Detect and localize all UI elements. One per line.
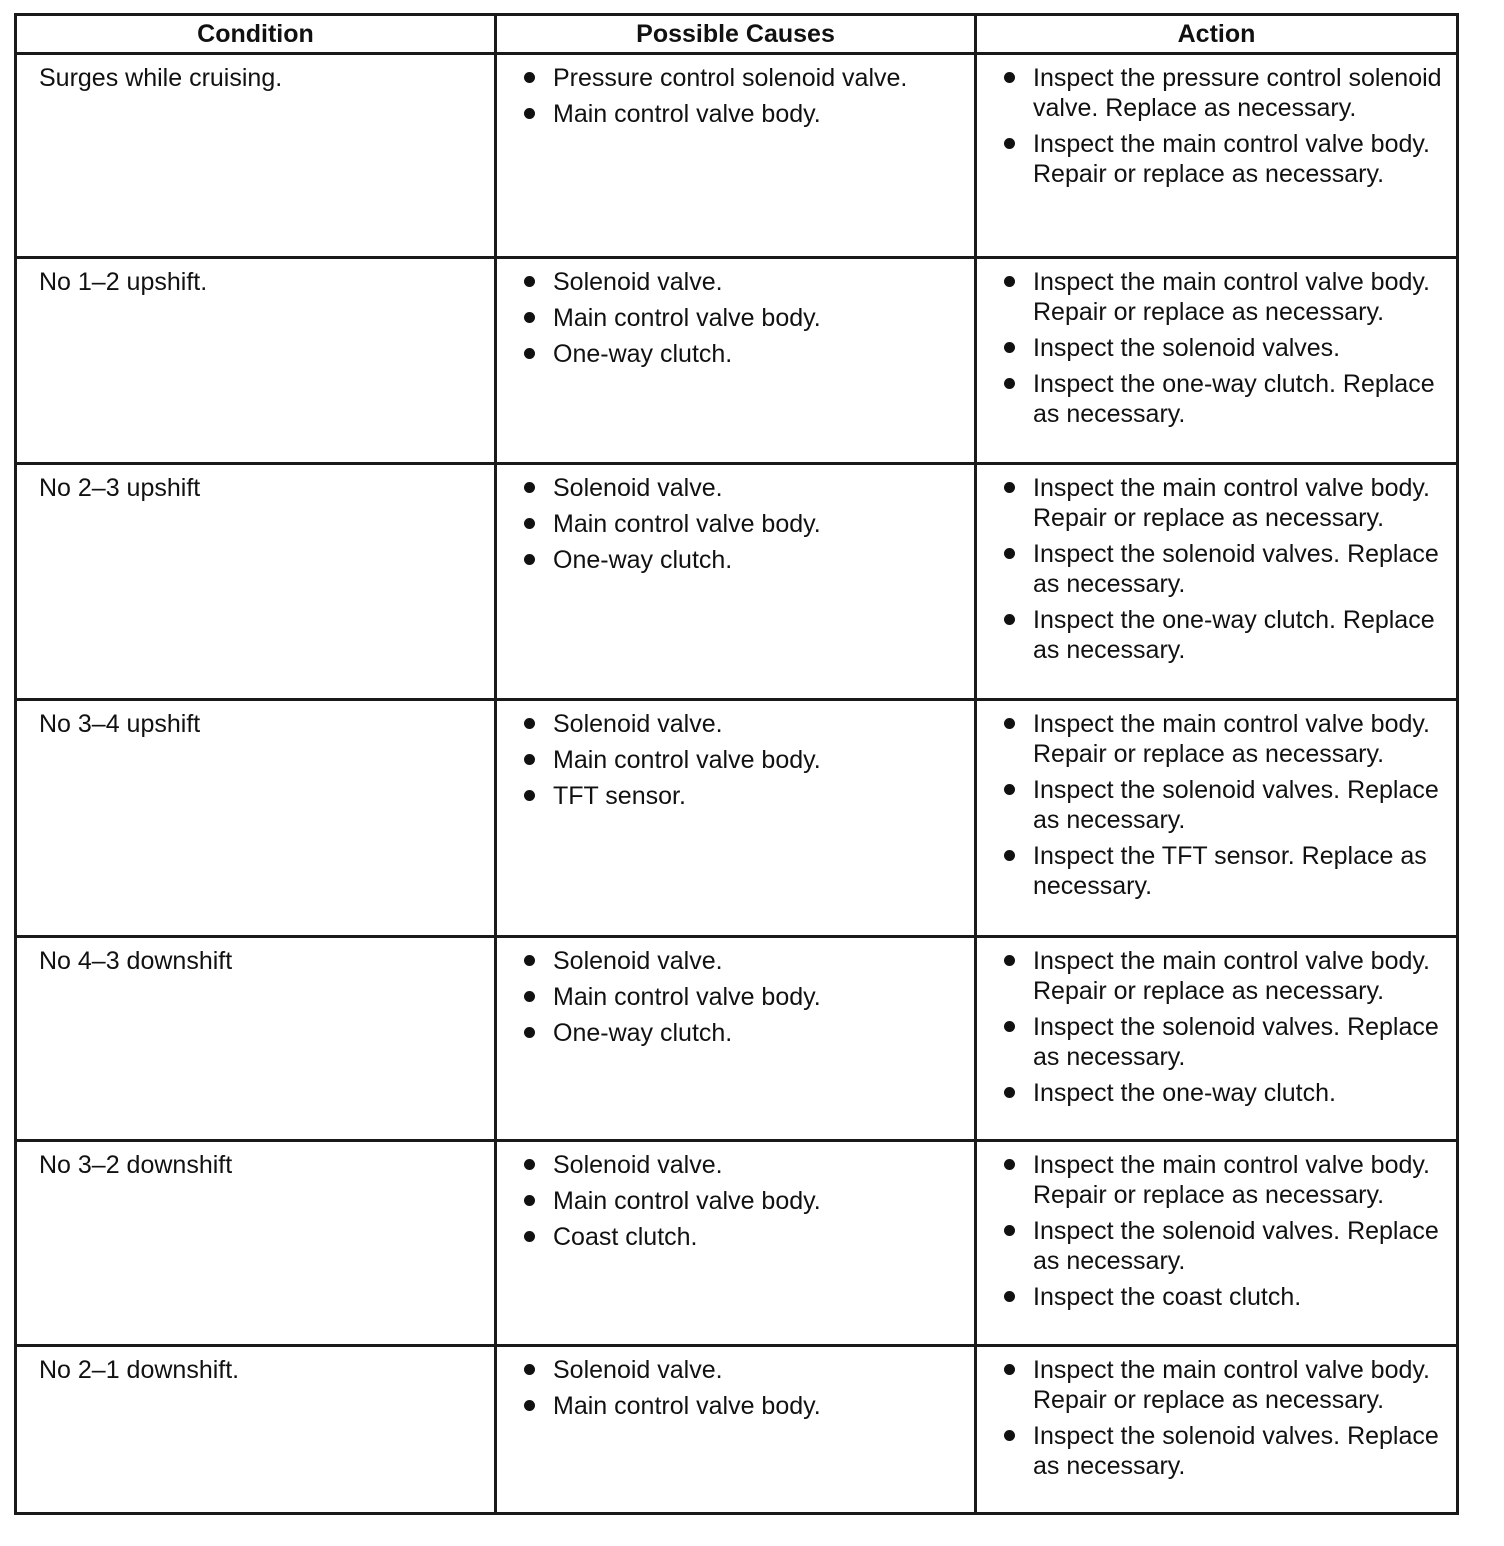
causes-list xyxy=(519,1355,964,1421)
action-item: Inspect the main control valve body. Repair or replace as necessary. xyxy=(999,946,1446,1006)
causes-cell xyxy=(496,937,976,1141)
actions-cell xyxy=(976,1141,1458,1346)
causes-list xyxy=(519,473,964,575)
table-row xyxy=(16,937,1458,1141)
cause-item: TFT sensor. xyxy=(519,781,964,811)
diagnosis-table xyxy=(14,13,1459,1515)
cause-item: Main control valve body. xyxy=(519,303,964,333)
table-header xyxy=(16,15,1458,54)
action-item: Inspect the solenoid valves. xyxy=(999,333,1446,363)
action-item: Inspect the main control valve body. Repair or replace as necessary. xyxy=(999,709,1446,769)
header-row xyxy=(16,15,1458,54)
causes-list xyxy=(519,946,964,1048)
cause-item: One-way clutch. xyxy=(519,1018,964,1048)
action-item: Inspect the solenoid valves. Replace as necessary. xyxy=(999,1012,1446,1072)
table-row xyxy=(16,258,1458,464)
actions-cell xyxy=(976,258,1458,464)
condition-cell: No 3–4 upshift xyxy=(16,700,496,937)
causes-cell xyxy=(496,258,976,464)
action-item: Inspect the main control valve body. Repair or replace as necessary. xyxy=(999,267,1446,327)
cause-item: Coast clutch. xyxy=(519,1222,964,1252)
header-condition: Condition xyxy=(16,15,496,54)
causes-list xyxy=(519,63,964,129)
actions-list xyxy=(999,267,1446,429)
cause-item: One-way clutch. xyxy=(519,545,964,575)
condition-cell: No 3–2 downshift xyxy=(16,1141,496,1346)
action-item: Inspect the main control valve body. Repair or replace as necessary. xyxy=(999,129,1446,189)
action-item: Inspect the coast clutch. xyxy=(999,1282,1446,1312)
cause-item: One-way clutch. xyxy=(519,339,964,369)
condition-cell: No 2–1 downshift. xyxy=(16,1346,496,1514)
cause-item: Main control valve body. xyxy=(519,745,964,775)
cause-item: Main control valve body. xyxy=(519,509,964,539)
header-action: Action xyxy=(976,15,1458,54)
actions-list xyxy=(999,1150,1446,1312)
actions-list xyxy=(999,709,1446,901)
condition-cell: No 4–3 downshift xyxy=(16,937,496,1141)
action-item: Inspect the pressure control solenoid valve. Replace as necessary. xyxy=(999,63,1446,123)
causes-cell xyxy=(496,1346,976,1514)
action-item: Inspect the solenoid valves. Replace as necessary. xyxy=(999,775,1446,835)
causes-cell xyxy=(496,700,976,937)
actions-list xyxy=(999,63,1446,189)
condition-cell: No 1–2 upshift. xyxy=(16,258,496,464)
causes-cell xyxy=(496,464,976,700)
table-row xyxy=(16,1141,1458,1346)
action-item: Inspect the solenoid valves. Replace as necessary. xyxy=(999,1421,1446,1481)
cause-item: Solenoid valve. xyxy=(519,1355,964,1385)
causes-list xyxy=(519,709,964,811)
action-item: Inspect the main control valve body. Repair or replace as necessary. xyxy=(999,473,1446,533)
action-item: Inspect the one-way clutch. Replace as necessary. xyxy=(999,605,1446,665)
table-row xyxy=(16,700,1458,937)
cause-item: Pressure control solenoid valve. xyxy=(519,63,964,93)
cause-item: Main control valve body. xyxy=(519,1391,964,1421)
cause-item: Solenoid valve. xyxy=(519,1150,964,1180)
cause-item: Solenoid valve. xyxy=(519,473,964,503)
actions-list xyxy=(999,946,1446,1108)
action-item: Inspect the one-way clutch. Replace as necessary. xyxy=(999,369,1446,429)
causes-list xyxy=(519,1150,964,1252)
actions-cell xyxy=(976,1346,1458,1514)
table-row xyxy=(16,54,1458,258)
action-item: Inspect the one-way clutch. xyxy=(999,1078,1446,1108)
action-item: Inspect the main control valve body. Repair or replace as necessary. xyxy=(999,1150,1446,1210)
action-item: Inspect the solenoid valves. Replace as necessary. xyxy=(999,1216,1446,1276)
table-row xyxy=(16,464,1458,700)
cause-item: Main control valve body. xyxy=(519,982,964,1012)
actions-cell xyxy=(976,464,1458,700)
actions-cell xyxy=(976,700,1458,937)
causes-cell xyxy=(496,54,976,258)
actions-cell xyxy=(976,54,1458,258)
condition-cell: No 2–3 upshift xyxy=(16,464,496,700)
header-possible-causes: Possible Causes xyxy=(496,15,976,54)
actions-list xyxy=(999,473,1446,665)
cause-item: Solenoid valve. xyxy=(519,946,964,976)
causes-cell xyxy=(496,1141,976,1346)
cause-item: Main control valve body. xyxy=(519,99,964,129)
table-row xyxy=(16,1346,1458,1514)
causes-list xyxy=(519,267,964,369)
action-item: Inspect the TFT sensor. Replace as necessary. xyxy=(999,841,1446,901)
action-item: Inspect the solenoid valves. Replace as necessary. xyxy=(999,539,1446,599)
action-item: Inspect the main control valve body. Repair or replace as necessary. xyxy=(999,1355,1446,1415)
cause-item: Main control valve body. xyxy=(519,1186,964,1216)
cause-item: Solenoid valve. xyxy=(519,267,964,297)
actions-cell xyxy=(976,937,1458,1141)
table-body xyxy=(16,54,1458,1514)
cause-item: Solenoid valve. xyxy=(519,709,964,739)
diagnosis-page xyxy=(14,13,1456,1515)
condition-cell: Surges while cruising. xyxy=(16,54,496,258)
actions-list xyxy=(999,1355,1446,1481)
